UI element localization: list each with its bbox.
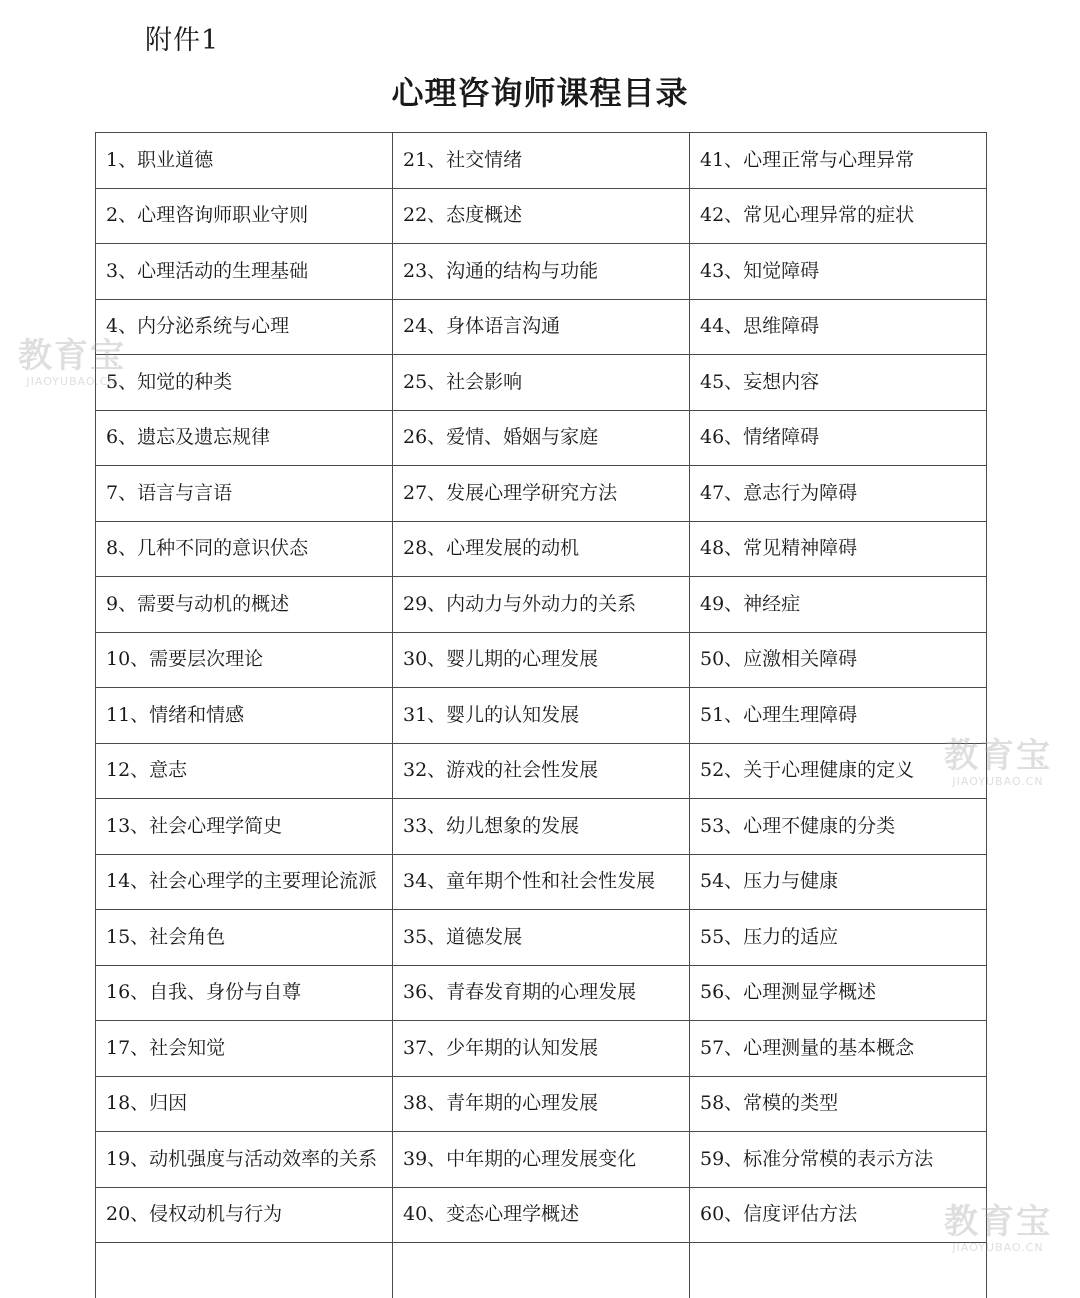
watermark-logo-text: 教育宝 [944, 1202, 1052, 1242]
course-item: 8、几种不同的意识伏态 [96, 521, 393, 577]
watermark-url-text: JIAOYUBAO.CN [952, 775, 1044, 788]
course-item: 10、需要层次理论 [96, 632, 393, 688]
course-item: 3、心理活动的生理基础 [96, 244, 393, 300]
course-item: 18、归因 [96, 1076, 393, 1132]
table-row [96, 1187, 987, 1243]
course-item: 41、心理正常与心理异常 [690, 133, 987, 189]
course-item: 38、青年期的心理发展 [393, 1076, 690, 1132]
course-item: 57、心理测量的基本概念 [690, 1021, 987, 1077]
course-item: 52、关于心理健康的定义 [690, 743, 987, 799]
watermark-url-text: JIAOYUBAO.CN [26, 375, 118, 388]
table-row [96, 355, 987, 411]
course-item: 1、职业道德 [96, 133, 393, 189]
course-item: 37、少年期的认知发展 [393, 1021, 690, 1077]
course-item: 51、心理生理障碍 [690, 688, 987, 744]
course-item: 13、社会心理学简史 [96, 799, 393, 855]
watermark-url-text: JIAOYUBAO.CN [952, 1241, 1044, 1254]
course-item: 22、态度概述 [393, 188, 690, 244]
course-item: 44、思维障碍 [690, 299, 987, 355]
table-row [96, 743, 987, 799]
course-catalog-table [95, 132, 987, 1298]
course-item [96, 1243, 393, 1298]
course-item: 16、自我、身份与自尊 [96, 965, 393, 1021]
course-item: 40、变态心理学概述 [393, 1187, 690, 1243]
table-row [96, 188, 987, 244]
course-item: 49、神经症 [690, 577, 987, 633]
course-item: 58、常模的类型 [690, 1076, 987, 1132]
table-row [96, 1243, 987, 1298]
table-row [96, 910, 987, 966]
table-row [96, 410, 987, 466]
document-title: 心理咨询师课程目录 [391, 74, 689, 112]
course-item: 46、情绪障碍 [690, 410, 987, 466]
table-row [96, 466, 987, 522]
course-table-body [96, 133, 987, 1298]
course-item: 12、意志 [96, 743, 393, 799]
course-item: 2、心理咨询师职业守则 [96, 188, 393, 244]
course-item [393, 1243, 690, 1298]
course-item: 29、内动力与外动力的关系 [393, 577, 690, 633]
course-item: 9、需要与动机的概述 [96, 577, 393, 633]
course-item: 43、知觉障碍 [690, 244, 987, 300]
course-item: 56、心理测显学概述 [690, 965, 987, 1021]
table-row [96, 521, 987, 577]
course-item: 50、应激相关障碍 [690, 632, 987, 688]
table-row [96, 133, 987, 189]
course-item: 55、压力的适应 [690, 910, 987, 966]
watermark-logo-text: 教育宝 [944, 736, 1052, 776]
course-item: 32、游戏的社会性发展 [393, 743, 690, 799]
table-row [96, 1021, 987, 1077]
course-item: 59、标准分常模的表示方法 [690, 1132, 987, 1188]
course-item: 60、信度评估方法 [690, 1187, 987, 1243]
table-row [96, 799, 987, 855]
table-row [96, 244, 987, 300]
table-row [96, 688, 987, 744]
course-item: 33、幼儿想象的发展 [393, 799, 690, 855]
table-row [96, 1076, 987, 1132]
table-row [96, 965, 987, 1021]
course-item: 11、情绪和情感 [96, 688, 393, 744]
course-item: 26、爱情、婚姻与家庭 [393, 410, 690, 466]
course-item: 39、中年期的心理发展变化 [393, 1132, 690, 1188]
watermark-logo-text: 教育宝 [18, 336, 126, 376]
course-item: 14、社会心理学的主要理论流派 [96, 854, 393, 910]
course-item: 5、知觉的种类 [96, 355, 393, 411]
course-item: 7、语言与言语 [96, 466, 393, 522]
course-item: 21、社交情绪 [393, 133, 690, 189]
course-item: 24、身体语言沟通 [393, 299, 690, 355]
table-row [96, 577, 987, 633]
course-item: 23、沟通的结构与功能 [393, 244, 690, 300]
course-item: 30、婴儿期的心理发展 [393, 632, 690, 688]
course-item: 20、侵权动机与行为 [96, 1187, 393, 1243]
course-item: 27、发展心理学研究方法 [393, 466, 690, 522]
course-item: 19、动机强度与活动效率的关系 [96, 1132, 393, 1188]
course-item: 17、社会知觉 [96, 1021, 393, 1077]
course-item [690, 1243, 987, 1298]
course-item: 45、妄想内容 [690, 355, 987, 411]
table-row [96, 299, 987, 355]
course-item: 36、青春发育期的心理发展 [393, 965, 690, 1021]
course-item: 25、社会影响 [393, 355, 690, 411]
course-item: 28、心理发展的动机 [393, 521, 690, 577]
course-item: 53、心理不健康的分类 [690, 799, 987, 855]
attachment-label: 附件1 [145, 25, 220, 56]
course-item: 47、意志行为障碍 [690, 466, 987, 522]
course-item: 34、童年期个性和社会性发展 [393, 854, 690, 910]
table-row [96, 1132, 987, 1188]
course-item: 15、社会角色 [96, 910, 393, 966]
course-item: 6、遗忘及遗忘规律 [96, 410, 393, 466]
course-item: 54、压力与健康 [690, 854, 987, 910]
table-row [96, 632, 987, 688]
course-item: 4、内分泌系统与心理 [96, 299, 393, 355]
course-item: 35、道德发展 [393, 910, 690, 966]
course-item: 48、常见精神障碍 [690, 521, 987, 577]
table-row [96, 854, 987, 910]
course-item: 42、常见心理异常的症状 [690, 188, 987, 244]
course-item: 31、婴儿的认知发展 [393, 688, 690, 744]
